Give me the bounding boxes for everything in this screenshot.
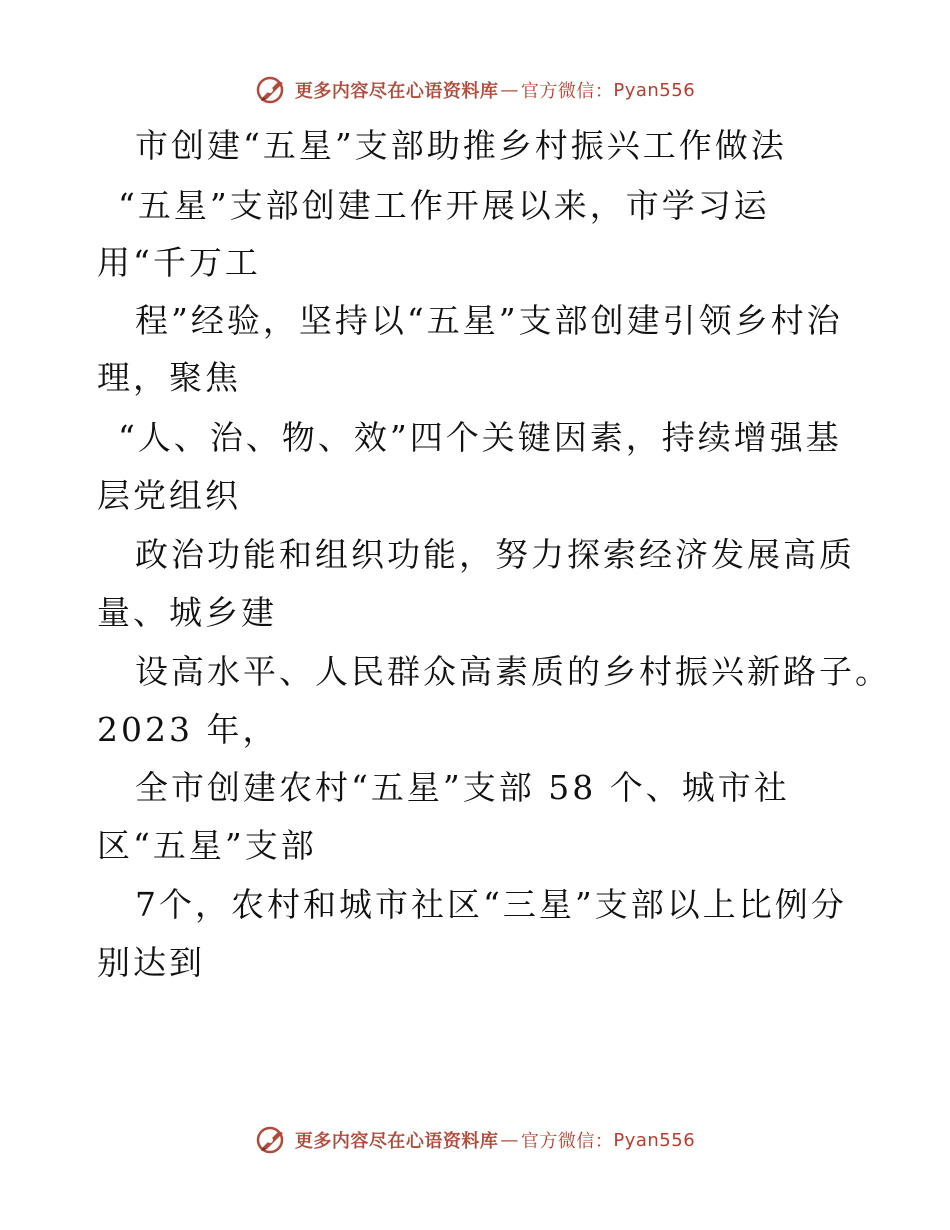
- watermark-wechat-label: 官方微信：: [520, 81, 614, 102]
- watermark-dash: —: [500, 79, 519, 101]
- paragraph-line: “人、治、物、效”四个关键因素，持续增强基: [118, 418, 842, 457]
- paragraph-line: 理，聚焦: [97, 358, 241, 397]
- paragraph-line: “五星”支部创建工作开展以来，市学习运: [118, 186, 770, 225]
- watermark-brand-text: 更多内容尽在心语资料库: [294, 1131, 499, 1152]
- paragraph-line: 7个，农村和城市社区“三星”支部以上比例分: [135, 885, 847, 924]
- watermark-dash: —: [500, 1129, 519, 1151]
- paragraph-line: 区“五星”支部: [97, 826, 317, 865]
- watermark-wechat-id: Pyan556: [613, 79, 696, 101]
- paragraph-line: 量、城乡建: [97, 593, 277, 632]
- paragraph-line: 全市创建农村“五星”支部 58 个、城市社: [135, 768, 790, 807]
- paragraph-line: 别达到: [97, 943, 205, 982]
- watermark-brand-text: 更多内容尽在心语资料库: [294, 81, 499, 102]
- document-title: 市创建“五星”支部助推乡村振兴工作做法: [135, 126, 787, 165]
- watermark-wechat-id: Pyan556: [613, 1129, 696, 1151]
- watermark-footer: [0, 1122, 950, 1158]
- paragraph-line: 层党组织: [97, 476, 241, 515]
- paragraph-line: 设高水平、人民群众高素质的乡村振兴新路子。: [135, 652, 891, 691]
- paragraph-line: 政治功能和组织功能，努力探索经济发展高质: [135, 535, 855, 574]
- paragraph-line: 2023 年，: [97, 710, 279, 749]
- paragraph-line: 用“千万工: [97, 243, 261, 282]
- watermark-wechat-label: 官方微信：: [520, 1131, 614, 1152]
- paragraph-line: 程”经验，坚持以“五星”支部创建引领乡村治: [135, 301, 843, 340]
- pen-logo-icon: [255, 1123, 289, 1157]
